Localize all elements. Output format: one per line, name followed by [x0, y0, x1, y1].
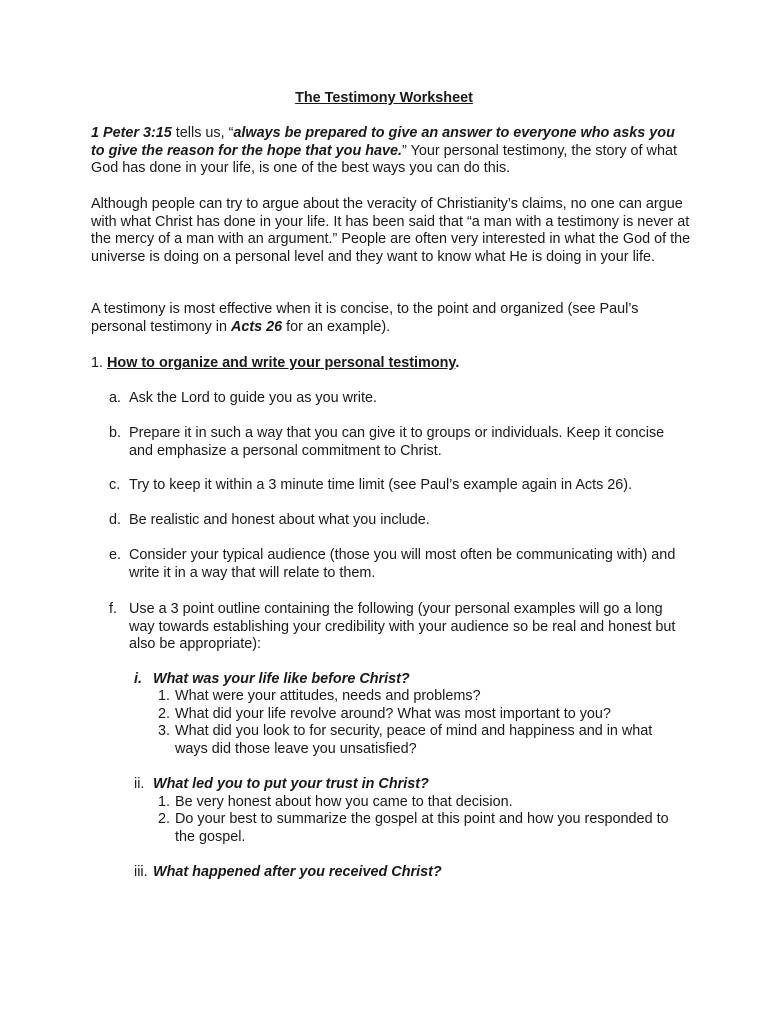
outline-heading	[134, 671, 694, 689]
outline-heading	[134, 776, 694, 794]
intro-text-1: tells us, “	[171, 125, 234, 141]
section-1-heading	[91, 355, 691, 373]
point-text: What were your attitudes, needs and problems?	[175, 688, 481, 704]
outline-heading	[134, 864, 694, 882]
item-label: a.	[109, 390, 122, 406]
outline-point	[158, 723, 688, 758]
outline-heading-text: What led you to put your trust in Christ?	[153, 776, 429, 792]
para3-text-1: A testimony is most effective when it is concise, to the point and organized (see Paul’s personal testimony in	[91, 301, 639, 335]
outline-point	[158, 688, 688, 706]
item-text: Ask the Lord to guide you as you write.	[129, 390, 377, 406]
list-item	[109, 477, 689, 495]
section-heading-text: How to organize and write your personal testimony	[107, 355, 456, 371]
item-text: Use a 3 point outline containing the following (your personal examples will go a long way towards establishing your credibility with your audience so be real and honest but also be appropriate):	[129, 601, 676, 653]
item-label: e.	[109, 547, 122, 563]
item-label: c.	[109, 477, 121, 493]
item-text: Be realistic and honest about what you include.	[129, 512, 430, 528]
para3-text-2: for an example).	[282, 318, 391, 335]
point-number: 3.	[158, 723, 171, 739]
scripture-quote: always be prepared to give an answer to everyone who asks you to give the reason for the hope that you have.	[91, 125, 675, 159]
list-item	[109, 425, 689, 460]
list-item	[109, 390, 689, 408]
section-heading-period: .	[455, 355, 460, 371]
page-title: The Testimony Worksheet	[295, 90, 473, 106]
outline-point	[158, 811, 688, 846]
intro-text-2: ” Your personal testimony, the story of what God has done in your life, is one of the best ways you can do this.	[91, 142, 677, 177]
item-text: Prepare it in such a way that you can give it to groups or individuals. Keep it concise and emphasize a personal commitment to Christ.	[129, 425, 665, 459]
outline-heading-text: What was your life like before Christ?	[153, 671, 410, 687]
paragraph-2: Although people can try to argue about the veracity of Christianity’s claims, no one can argue with what Christ has done in your life. It has been said that “a man with a testimony is never at the mercy of a man with an argument.” People are often very interested in what the God of the universe is doing on a personal level and they want to know what He is doing in your life.	[91, 196, 691, 265]
outline-point	[158, 706, 688, 724]
section-number: 1.	[91, 355, 104, 371]
point-text: What did you look to for security, peace of mind and happiness and in what ways did those leave you unsatisfied?	[175, 723, 653, 757]
list-item	[109, 512, 689, 530]
item-text: Try to keep it within a 3 minute time limit (see Paul’s example again in Acts 26).	[129, 477, 633, 493]
list-item	[109, 547, 689, 582]
list-item	[109, 601, 689, 654]
outline-label: i.	[134, 671, 142, 687]
scripture-reference: 1 Peter 3:15	[91, 125, 172, 141]
outline-point	[158, 794, 688, 812]
point-number: 1.	[158, 794, 171, 810]
paragraph-3	[91, 301, 691, 336]
intro-paragraph	[91, 125, 691, 178]
point-text: Do your best to summarize the gospel at this point and how you responded to the gospel.	[175, 811, 669, 845]
point-number: 1.	[158, 688, 171, 704]
outline-label: iii.	[134, 864, 148, 880]
item-label: b.	[109, 425, 122, 441]
item-label: f.	[109, 601, 117, 617]
point-number: 2.	[158, 706, 171, 722]
point-number: 2.	[158, 811, 171, 827]
item-label: d.	[109, 512, 122, 528]
acts-reference: Acts 26	[230, 318, 283, 335]
point-text: What did your life revolve around? What was most important to you?	[175, 706, 611, 722]
outline-label: ii.	[134, 776, 145, 792]
point-text: Be very honest about how you came to that decision.	[175, 794, 513, 810]
outline-heading-text: What happened after you received Christ?	[153, 864, 442, 880]
item-text: Consider your typical audience (those you will most often be communicating with) and write it in a way that will relate to them.	[129, 547, 676, 581]
